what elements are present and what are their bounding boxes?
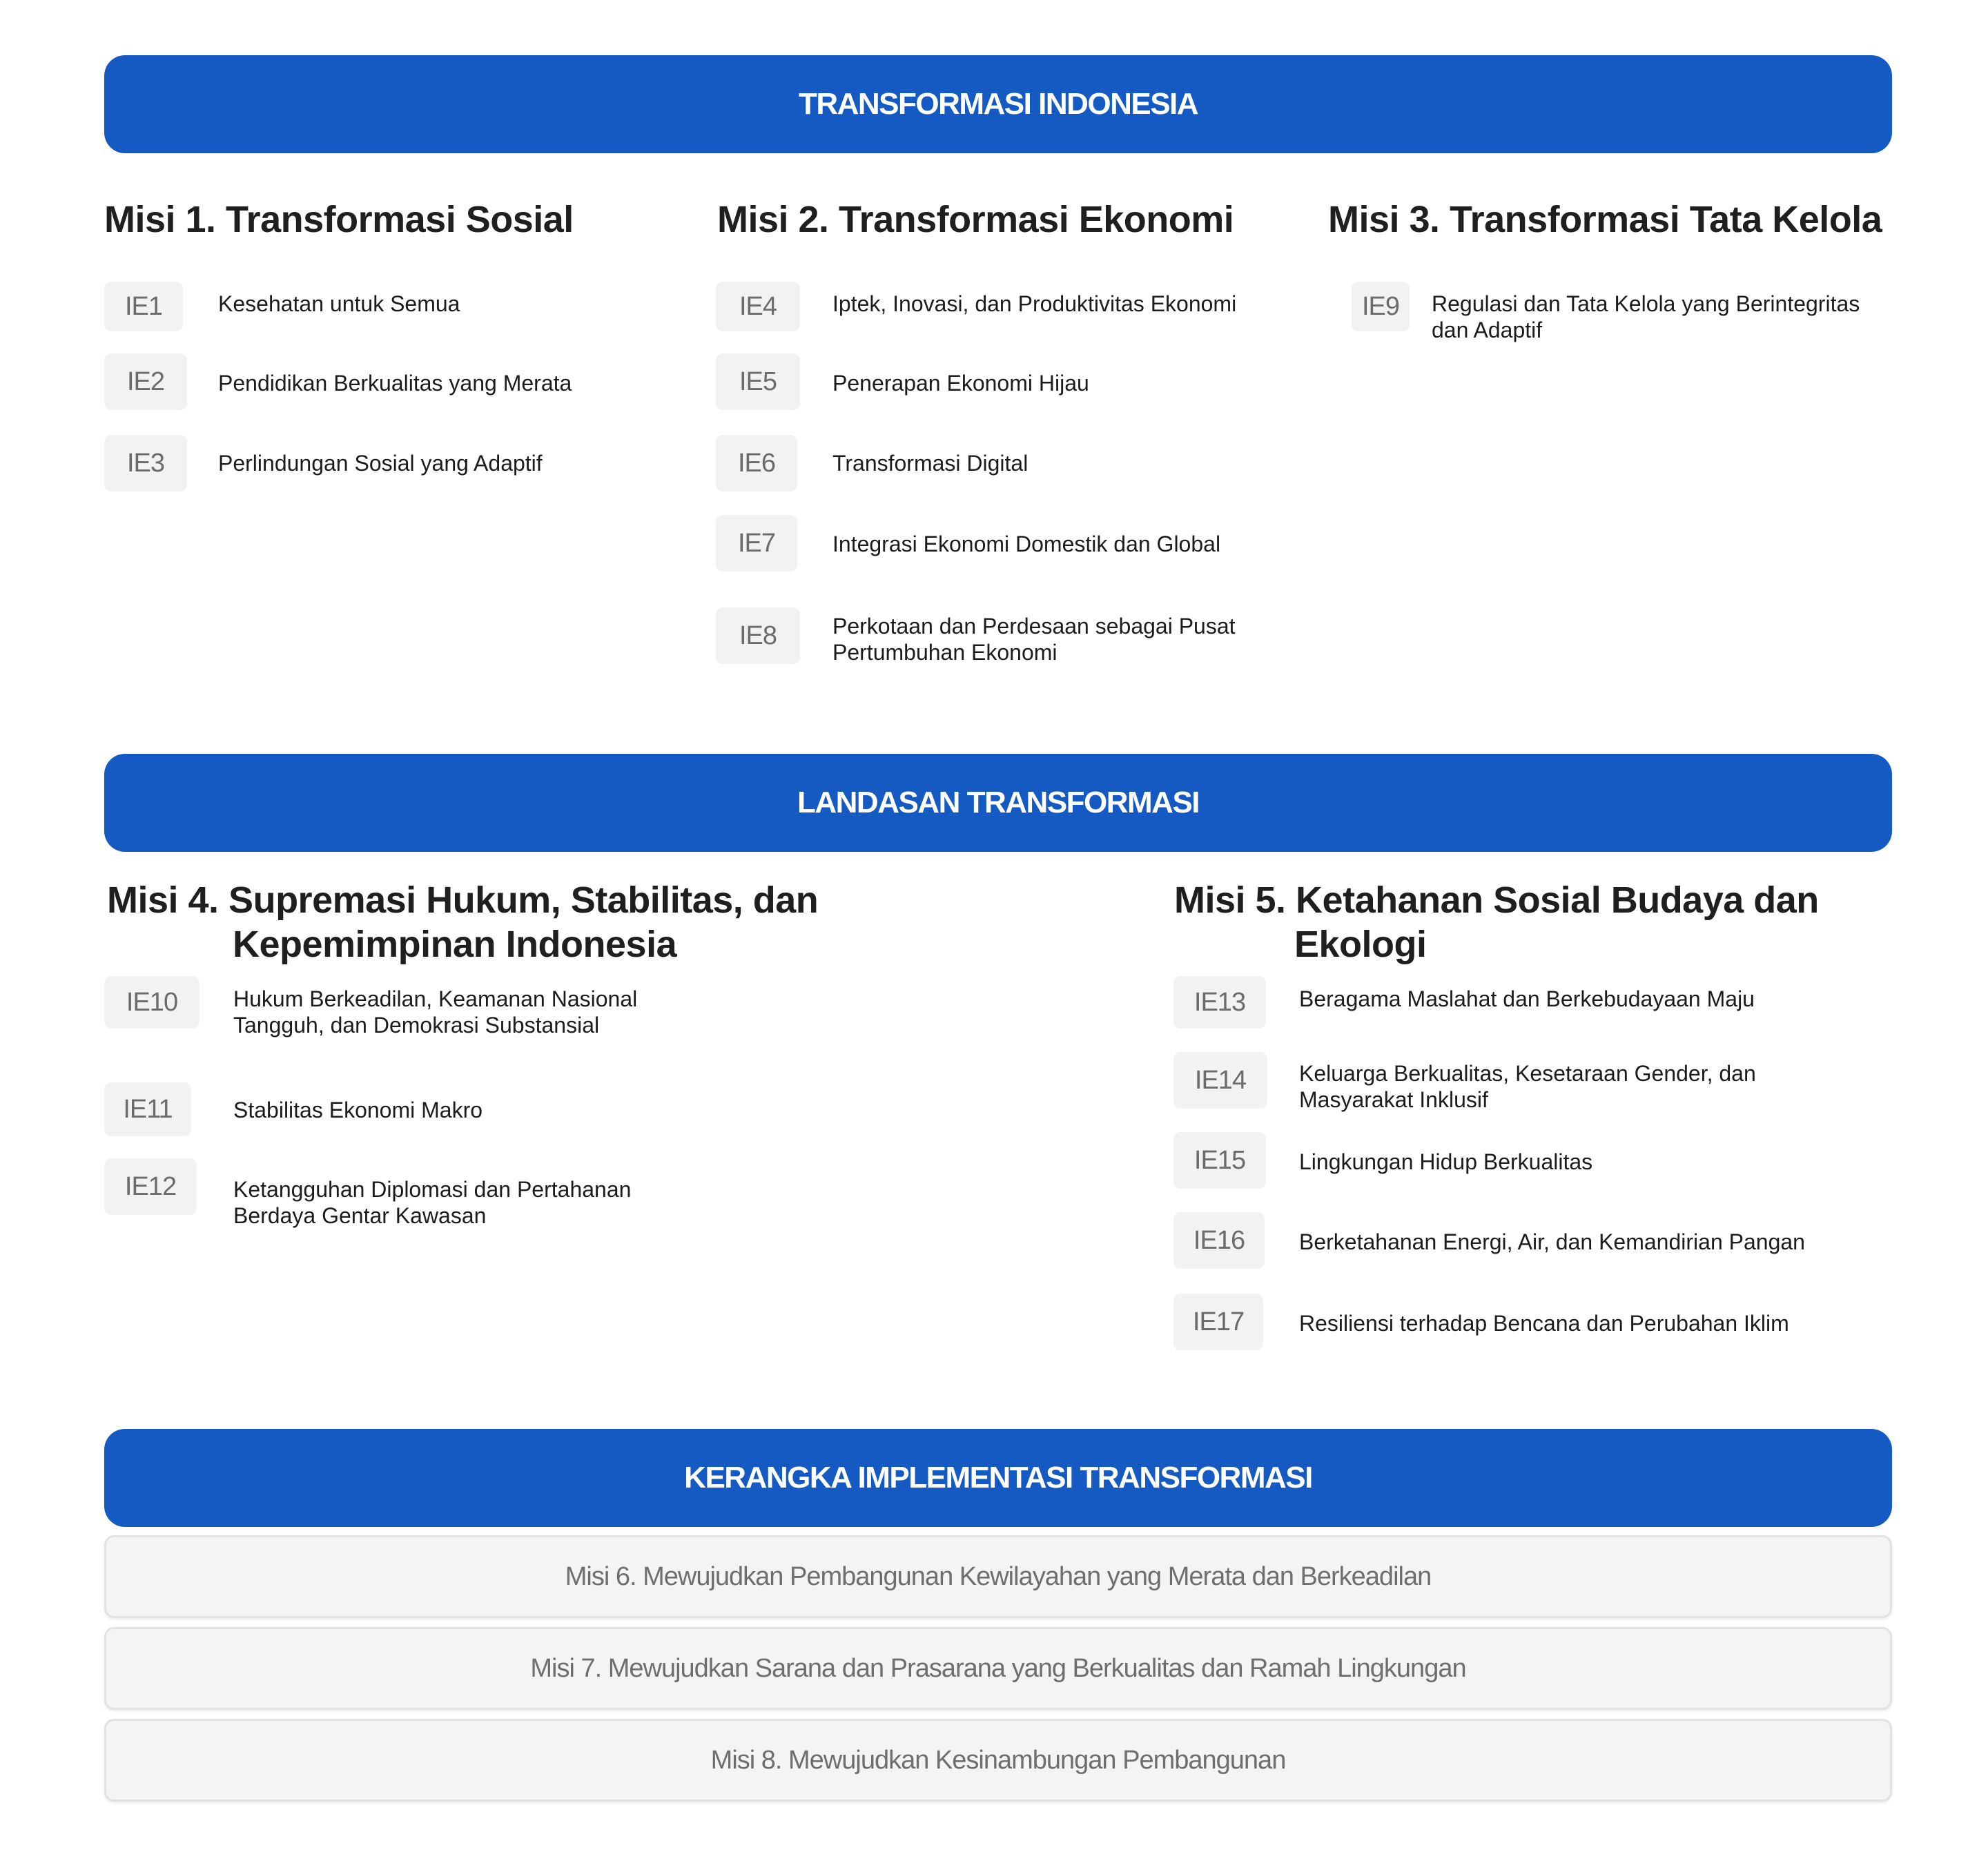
misi-6-label: Misi 6. Mewujudkan Pembangunan Kewilayahan yang Merata dan Berkeadilan xyxy=(565,1561,1432,1591)
ie-badge: IE5 xyxy=(716,353,800,410)
misi-5-heading-line2: Ekologi xyxy=(1294,924,1427,965)
ie-badge: IE1 xyxy=(104,282,183,331)
misi-5-heading-line1: Misi 5. Ketahanan Sosial Budaya dan xyxy=(1174,879,1819,921)
misi-8-label: Misi 8. Mewujudkan Kesinambungan Pembangunan xyxy=(710,1745,1286,1775)
ie-badge: IE16 xyxy=(1173,1212,1265,1269)
ie-label: Kesehatan untuk Semua xyxy=(218,291,460,316)
misi-2-heading: Misi 2. Transformasi Ekonomi xyxy=(717,199,1234,240)
misi-1-heading: Misi 1. Transformasi Sosial xyxy=(104,199,574,240)
ie-label: Ketangguhan Diplomasi dan Pertahanan Berdaya Gentar Kawasan xyxy=(233,1177,632,1228)
section-banner-transformasi xyxy=(104,55,1892,153)
ie-badge: IE8 xyxy=(716,607,800,664)
ie-badge: IE14 xyxy=(1173,1052,1267,1109)
ie-label: Regulasi dan Tata Kelola yang Berintegritas dan Adaptif xyxy=(1432,291,1860,342)
misi-4-heading-line2: Kepemimpinan Indonesia xyxy=(233,924,677,965)
ie-label: Keluarga Berkualitas, Kesetaraan Gender, dan Masyarakat Inklusif xyxy=(1299,1061,1756,1112)
ie-label: Transformasi Digital xyxy=(832,451,1029,476)
ie-label: Iptek, Inovasi, dan Produktivitas Ekonomi xyxy=(832,291,1237,316)
ie-badge: IE13 xyxy=(1173,976,1266,1029)
ie-badge: IE3 xyxy=(104,435,187,491)
ie-label: Lingkungan Hidup Berkualitas xyxy=(1299,1149,1593,1174)
ie-badge: IE11 xyxy=(104,1082,191,1136)
ie-label: Integrasi Ekonomi Domestik dan Global xyxy=(832,532,1221,556)
section-title: TRANSFORMASI INDONESIA xyxy=(798,87,1198,121)
ie-label: Perlindungan Sosial yang Adaptif xyxy=(218,451,543,476)
misi-7-label: Misi 7. Mewujudkan Sarana dan Prasarana yang Berkualitas dan Ramah Lingkungan xyxy=(530,1653,1466,1683)
ie-label: Perkotaan dan Perdesaan sebagai Pusat Pertumbuhan Ekonomi xyxy=(832,614,1236,665)
ie-badge: IE4 xyxy=(716,282,800,331)
ie-badge: IE7 xyxy=(716,515,797,572)
ie-badge: IE6 xyxy=(716,435,797,491)
ie-label: Beragama Maslahat dan Berkebudayaan Maju xyxy=(1299,986,1755,1011)
ie-badge: IE12 xyxy=(104,1158,197,1215)
section-banner-landasan xyxy=(104,754,1892,852)
ie-badge: IE10 xyxy=(104,976,199,1029)
section-banner-kerangka xyxy=(104,1429,1892,1527)
misi-4-heading xyxy=(107,878,818,966)
ie-label: Hukum Berkeadilan, Keamanan Nasional Tangguh, dan Demokrasi Substansial xyxy=(233,986,638,1038)
misi-3-heading: Misi 3. Transformasi Tata Kelola xyxy=(1328,199,1882,240)
ie-label: Stabilitas Ekonomi Makro xyxy=(233,1098,483,1122)
ie-badge: IE17 xyxy=(1173,1294,1263,1350)
ie-label: Berketahanan Energi, Air, dan Kemandirian Pangan xyxy=(1299,1229,1805,1254)
misi-6-card xyxy=(104,1535,1892,1618)
ie-badge: IE2 xyxy=(104,353,187,410)
ie-badge: IE15 xyxy=(1173,1132,1266,1189)
ie-label: Pendidikan Berkualitas yang Merata xyxy=(218,371,572,396)
ie-label: Penerapan Ekonomi Hijau xyxy=(832,371,1089,396)
misi-7-card xyxy=(104,1627,1892,1710)
ie-badge: IE9 xyxy=(1352,282,1410,331)
ie-label: Resiliensi terhadap Bencana dan Perubahan Iklim xyxy=(1299,1311,1789,1336)
misi-8-card xyxy=(104,1719,1892,1802)
misi-5-heading xyxy=(1174,878,1819,966)
section-title: LANDASAN TRANSFORMASI xyxy=(797,786,1200,819)
misi-4-heading-line1: Misi 4. Supremasi Hukum, Stabilitas, dan xyxy=(107,879,819,921)
section-title: KERANGKA IMPLEMENTASI TRANSFORMASI xyxy=(684,1461,1312,1494)
